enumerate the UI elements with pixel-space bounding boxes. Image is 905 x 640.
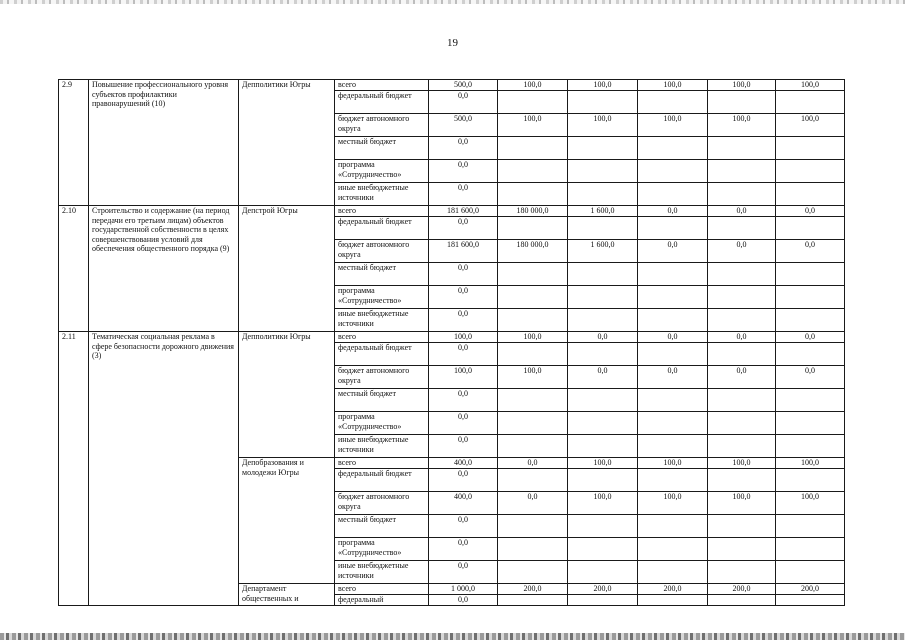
amount-cell (498, 91, 568, 114)
item-number: 2.9 (59, 80, 89, 206)
amount-cell (776, 412, 845, 435)
amount-cell: 100,0 (568, 114, 638, 137)
amount-cell (708, 595, 776, 606)
amount-cell: 100,0 (708, 492, 776, 515)
amount-cell: 200,0 (708, 584, 776, 595)
funding-source-cell: бюджет автономного округа (335, 366, 429, 389)
amount-cell (776, 160, 845, 183)
budget-table (58, 79, 845, 606)
amount-cell: 0,0 (708, 332, 776, 343)
table-row (59, 206, 845, 217)
amount-cell (776, 137, 845, 160)
amount-cell (568, 343, 638, 366)
amount-cell: 0,0 (429, 412, 498, 435)
amount-cell: 0,0 (429, 389, 498, 412)
amount-cell (776, 435, 845, 458)
amount-cell (568, 160, 638, 183)
amount-cell (568, 469, 638, 492)
amount-cell (498, 389, 568, 412)
amount-cell (776, 263, 845, 286)
amount-cell (708, 286, 776, 309)
amount-cell (638, 91, 708, 114)
amount-cell (708, 435, 776, 458)
amount-cell (498, 183, 568, 206)
amount-cell (638, 286, 708, 309)
amount-cell (568, 309, 638, 332)
amount-cell: 100,0 (429, 366, 498, 389)
amount-cell (638, 412, 708, 435)
executor-cell: Департамент общественных и (239, 584, 335, 606)
executor-cell: Депобразования и молодежи Югры (239, 458, 335, 584)
amount-cell: 100,0 (638, 458, 708, 469)
amount-cell (638, 160, 708, 183)
funding-source-cell: федеральный бюджет (335, 343, 429, 366)
funding-source-cell: федеральный бюджет (335, 469, 429, 492)
amount-cell: 0,0 (429, 183, 498, 206)
amount-cell: 0,0 (776, 206, 845, 217)
amount-cell (776, 183, 845, 206)
funding-source-cell: иные внебюджетные источники (335, 561, 429, 584)
amount-cell: 100,0 (498, 332, 568, 343)
amount-cell (638, 435, 708, 458)
amount-cell (638, 263, 708, 286)
amount-cell (498, 412, 568, 435)
amount-cell (708, 561, 776, 584)
amount-cell (638, 561, 708, 584)
amount-cell: 100,0 (429, 332, 498, 343)
funding-source-cell: программа «Сотрудничество» (335, 286, 429, 309)
amount-cell: 180 000,0 (498, 206, 568, 217)
funding-source-cell: местный бюджет (335, 263, 429, 286)
funding-source-cell: всего (335, 206, 429, 217)
amount-cell (776, 469, 845, 492)
amount-cell: 500,0 (429, 114, 498, 137)
funding-source-cell: федеральный бюджет (335, 91, 429, 114)
amount-cell (638, 343, 708, 366)
funding-source-cell: федеральный бюджет (335, 217, 429, 240)
page-number: 19 (447, 37, 458, 49)
amount-cell: 0,0 (776, 332, 845, 343)
amount-cell (776, 286, 845, 309)
amount-cell (498, 286, 568, 309)
amount-cell (638, 595, 708, 606)
amount-cell (638, 309, 708, 332)
amount-cell (568, 389, 638, 412)
amount-cell: 100,0 (638, 492, 708, 515)
amount-cell: 0,0 (708, 240, 776, 263)
amount-cell: 0,0 (568, 332, 638, 343)
amount-cell: 0,0 (429, 263, 498, 286)
amount-cell: 0,0 (708, 206, 776, 217)
amount-cell (568, 91, 638, 114)
amount-cell: 0,0 (638, 332, 708, 343)
amount-cell (498, 263, 568, 286)
amount-cell: 200,0 (568, 584, 638, 595)
amount-cell (708, 538, 776, 561)
amount-cell (776, 538, 845, 561)
funding-source-cell: местный бюджет (335, 389, 429, 412)
executor-cell: Депполитики Югры (239, 332, 335, 458)
funding-source-cell: программа «Сотрудничество» (335, 538, 429, 561)
amount-cell: 100,0 (776, 492, 845, 515)
amount-cell (638, 389, 708, 412)
amount-cell (708, 183, 776, 206)
amount-cell (568, 217, 638, 240)
amount-cell: 0,0 (429, 538, 498, 561)
amount-cell: 0,0 (498, 492, 568, 515)
amount-cell (498, 343, 568, 366)
amount-cell: 0,0 (638, 240, 708, 263)
amount-cell: 100,0 (568, 492, 638, 515)
amount-cell: 100,0 (638, 80, 708, 91)
amount-cell (568, 286, 638, 309)
amount-cell: 0,0 (429, 286, 498, 309)
amount-cell (498, 137, 568, 160)
amount-cell: 0,0 (429, 343, 498, 366)
amount-cell (498, 435, 568, 458)
amount-cell: 200,0 (776, 584, 845, 595)
amount-cell: 400,0 (429, 492, 498, 515)
funding-source-cell: всего (335, 458, 429, 469)
amount-cell (638, 183, 708, 206)
table-row (59, 332, 845, 343)
amount-cell: 100,0 (568, 458, 638, 469)
amount-cell: 0,0 (498, 458, 568, 469)
activity-name: Строительство и содержание (на период передачи его третьим лицам) объектов государственной собственности в целях совершенствования условий для обеспечения общественного порядка (9) (89, 206, 239, 332)
amount-cell (776, 595, 845, 606)
funding-source-cell: всего (335, 80, 429, 91)
funding-source-cell: иные внебюджетные источники (335, 183, 429, 206)
amount-cell: 100,0 (776, 80, 845, 91)
amount-cell (498, 515, 568, 538)
amount-cell: 0,0 (429, 217, 498, 240)
amount-cell: 200,0 (498, 584, 568, 595)
amount-cell: 0,0 (568, 366, 638, 389)
amount-cell (708, 309, 776, 332)
amount-cell (568, 263, 638, 286)
amount-cell (638, 217, 708, 240)
amount-cell (498, 309, 568, 332)
funding-source-cell: программа «Сотрудничество» (335, 160, 429, 183)
amount-cell (776, 343, 845, 366)
funding-source-cell: программа «Сотрудничество» (335, 412, 429, 435)
amount-cell (568, 595, 638, 606)
activity-name: Тематическая социальная реклама в сфере безопасности дорожного движения (3) (89, 332, 239, 606)
amount-cell: 100,0 (638, 114, 708, 137)
amount-cell: 100,0 (708, 458, 776, 469)
amount-cell: 0,0 (429, 595, 498, 606)
amount-cell (498, 469, 568, 492)
amount-cell: 100,0 (498, 366, 568, 389)
funding-source-cell: иные внебюджетные источники (335, 435, 429, 458)
amount-cell (708, 389, 776, 412)
funding-source-cell: бюджет автономного округа (335, 240, 429, 263)
amount-cell: 0,0 (638, 206, 708, 217)
scan-edge-top (0, 0, 905, 4)
amount-cell: 400,0 (429, 458, 498, 469)
amount-cell (568, 515, 638, 538)
amount-cell: 0,0 (776, 240, 845, 263)
amount-cell (498, 595, 568, 606)
funding-source-cell: федеральный (335, 595, 429, 606)
funding-source-cell: бюджет автономного округа (335, 492, 429, 515)
amount-cell: 0,0 (429, 309, 498, 332)
executor-cell: Депполитики Югры (239, 80, 335, 206)
amount-cell: 0,0 (429, 435, 498, 458)
amount-cell (776, 561, 845, 584)
amount-cell (708, 515, 776, 538)
amount-cell: 100,0 (498, 80, 568, 91)
amount-cell: 0,0 (708, 366, 776, 389)
amount-cell: 0,0 (429, 515, 498, 538)
amount-cell: 100,0 (708, 80, 776, 91)
amount-cell (638, 538, 708, 561)
amount-cell: 0,0 (429, 561, 498, 584)
amount-cell: 1 600,0 (568, 206, 638, 217)
amount-cell (776, 309, 845, 332)
amount-cell (708, 469, 776, 492)
amount-cell (568, 538, 638, 561)
amount-cell: 100,0 (776, 458, 845, 469)
amount-cell (568, 561, 638, 584)
amount-cell (776, 91, 845, 114)
amount-cell (638, 469, 708, 492)
activity-name: Повышение профессионального уровня субъектов профилактики правонарушений (10) (89, 80, 239, 206)
amount-cell: 0,0 (638, 366, 708, 389)
amount-cell (776, 515, 845, 538)
executor-cell: Депстрой Югры (239, 206, 335, 332)
amount-cell (498, 160, 568, 183)
amount-cell: 100,0 (708, 114, 776, 137)
amount-cell (498, 217, 568, 240)
amount-cell (776, 389, 845, 412)
amount-cell (708, 91, 776, 114)
amount-cell: 181 600,0 (429, 206, 498, 217)
amount-cell: 200,0 (638, 584, 708, 595)
funding-source-cell: иные внебюджетные источники (335, 309, 429, 332)
item-number: 2.11 (59, 332, 89, 606)
funding-source-cell: местный бюджет (335, 515, 429, 538)
amount-cell (638, 515, 708, 538)
amount-cell (776, 217, 845, 240)
scan-edge-bottom (0, 633, 905, 640)
amount-cell: 0,0 (429, 91, 498, 114)
amount-cell (708, 263, 776, 286)
funding-source-cell: всего (335, 332, 429, 343)
amount-cell (708, 343, 776, 366)
amount-cell (568, 137, 638, 160)
funding-source-cell: бюджет автономного округа (335, 114, 429, 137)
amount-cell: 0,0 (776, 366, 845, 389)
amount-cell (708, 217, 776, 240)
amount-cell: 1 000,0 (429, 584, 498, 595)
amount-cell (498, 538, 568, 561)
funding-source-cell: всего (335, 584, 429, 595)
amount-cell (498, 561, 568, 584)
amount-cell: 0,0 (429, 160, 498, 183)
amount-cell: 1 600,0 (568, 240, 638, 263)
amount-cell (708, 137, 776, 160)
amount-cell (568, 435, 638, 458)
amount-cell (708, 160, 776, 183)
amount-cell (568, 183, 638, 206)
table-row (59, 80, 845, 91)
amount-cell (708, 412, 776, 435)
funding-source-cell: местный бюджет (335, 137, 429, 160)
amount-cell: 100,0 (776, 114, 845, 137)
amount-cell: 0,0 (429, 469, 498, 492)
amount-cell: 500,0 (429, 80, 498, 91)
amount-cell: 180 000,0 (498, 240, 568, 263)
amount-cell (638, 137, 708, 160)
amount-cell: 100,0 (568, 80, 638, 91)
amount-cell: 0,0 (429, 137, 498, 160)
amount-cell (568, 412, 638, 435)
amount-cell: 181 600,0 (429, 240, 498, 263)
item-number: 2.10 (59, 206, 89, 332)
amount-cell: 100,0 (498, 114, 568, 137)
